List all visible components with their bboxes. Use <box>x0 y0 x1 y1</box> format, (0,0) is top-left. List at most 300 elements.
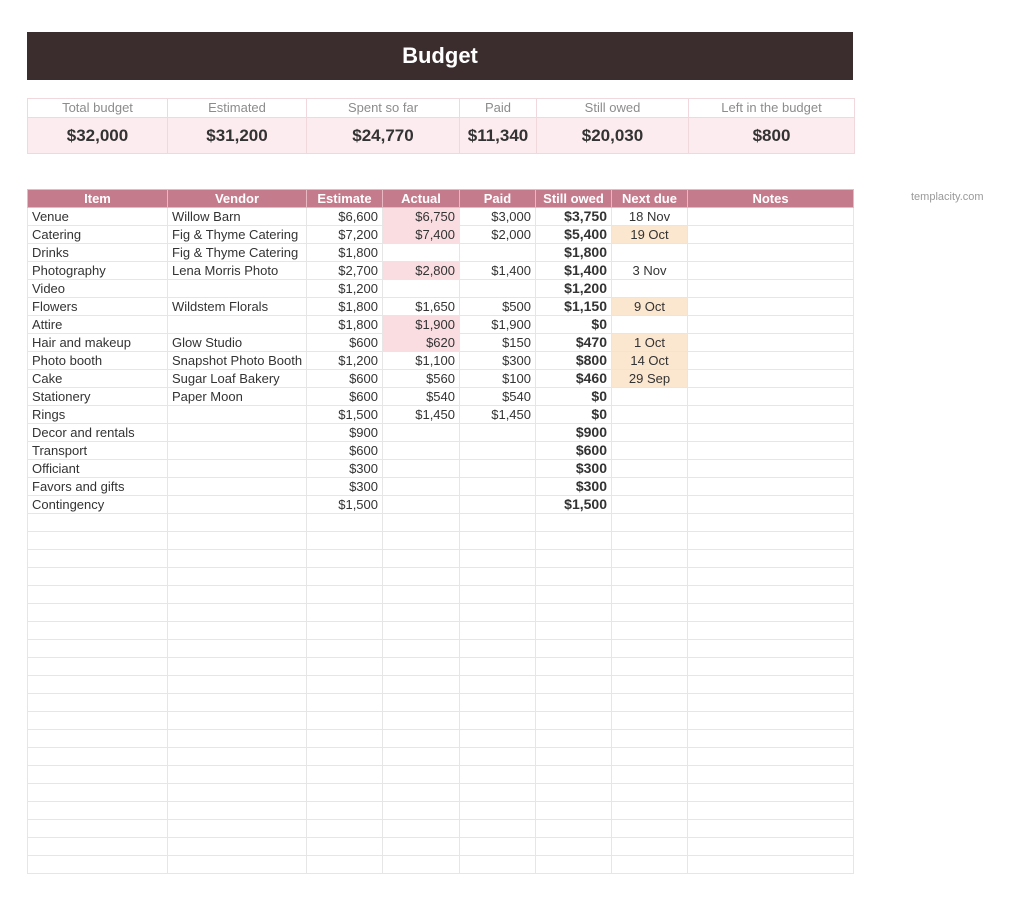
cell-item[interactable]: Rings <box>28 406 168 424</box>
empty-cell[interactable] <box>536 622 612 640</box>
empty-cell[interactable] <box>536 568 612 586</box>
cell-notes[interactable] <box>688 316 854 334</box>
empty-cell[interactable] <box>307 838 383 856</box>
empty-cell[interactable] <box>383 550 460 568</box>
empty-cell[interactable] <box>688 550 854 568</box>
cell-item[interactable]: Photography <box>28 262 168 280</box>
empty-cell[interactable] <box>612 748 688 766</box>
cell-item[interactable]: Favors and gifts <box>28 478 168 496</box>
cell-paid[interactable] <box>460 460 536 478</box>
empty-cell[interactable] <box>28 514 168 532</box>
summary-value[interactable]: $800 <box>689 118 854 153</box>
cell-vendor[interactable] <box>168 478 307 496</box>
empty-cell[interactable] <box>28 712 168 730</box>
empty-cell[interactable] <box>307 856 383 874</box>
cell-item[interactable]: Hair and makeup <box>28 334 168 352</box>
cell-notes[interactable] <box>688 244 854 262</box>
empty-cell[interactable] <box>536 784 612 802</box>
cell-actual[interactable]: $1,900 <box>383 316 460 334</box>
empty-cell[interactable] <box>28 820 168 838</box>
empty-cell[interactable] <box>688 532 854 550</box>
empty-cell[interactable] <box>612 586 688 604</box>
empty-cell[interactable] <box>612 856 688 874</box>
empty-cell[interactable] <box>688 820 854 838</box>
empty-cell[interactable] <box>28 766 168 784</box>
empty-cell[interactable] <box>688 676 854 694</box>
cell-item[interactable]: Contingency <box>28 496 168 514</box>
empty-cell[interactable] <box>612 820 688 838</box>
cell-estimate[interactable]: $1,800 <box>307 316 383 334</box>
empty-cell[interactable] <box>383 784 460 802</box>
summary-value[interactable]: $24,770 <box>307 118 459 153</box>
empty-cell[interactable] <box>28 568 168 586</box>
cell-item[interactable]: Catering <box>28 226 168 244</box>
empty-cell[interactable] <box>460 622 536 640</box>
empty-cell[interactable] <box>460 604 536 622</box>
empty-cell[interactable] <box>536 730 612 748</box>
cell-estimate[interactable]: $1,800 <box>307 298 383 316</box>
empty-cell[interactable] <box>688 712 854 730</box>
empty-cell[interactable] <box>460 694 536 712</box>
empty-cell[interactable] <box>307 532 383 550</box>
cell-estimate[interactable]: $300 <box>307 478 383 496</box>
cell-estimate[interactable]: $6,600 <box>307 208 383 226</box>
empty-cell[interactable] <box>612 568 688 586</box>
empty-cell[interactable] <box>688 856 854 874</box>
empty-cell[interactable] <box>536 514 612 532</box>
empty-cell[interactable] <box>307 514 383 532</box>
cell-estimate[interactable]: $1,200 <box>307 352 383 370</box>
cell-paid[interactable]: $100 <box>460 370 536 388</box>
cell-vendor[interactable] <box>168 460 307 478</box>
cell-estimate[interactable]: $600 <box>307 388 383 406</box>
empty-cell[interactable] <box>612 550 688 568</box>
cell-actual[interactable] <box>383 424 460 442</box>
cell-item[interactable]: Stationery <box>28 388 168 406</box>
cell-paid[interactable]: $150 <box>460 334 536 352</box>
empty-cell[interactable] <box>612 532 688 550</box>
empty-cell[interactable] <box>383 802 460 820</box>
empty-cell[interactable] <box>28 586 168 604</box>
empty-cell[interactable] <box>383 604 460 622</box>
cell-vendor[interactable] <box>168 442 307 460</box>
cell-still-owed[interactable]: $900 <box>536 424 612 442</box>
cell-notes[interactable] <box>688 298 854 316</box>
empty-cell[interactable] <box>688 640 854 658</box>
cell-next-due[interactable] <box>612 280 688 298</box>
summary-value[interactable]: $11,340 <box>460 118 536 153</box>
empty-cell[interactable] <box>28 622 168 640</box>
cell-next-due[interactable] <box>612 460 688 478</box>
cell-notes[interactable] <box>688 370 854 388</box>
cell-actual[interactable] <box>383 280 460 298</box>
cell-actual[interactable] <box>383 496 460 514</box>
cell-vendor[interactable]: Paper Moon <box>168 388 307 406</box>
empty-cell[interactable] <box>383 640 460 658</box>
empty-cell[interactable] <box>383 730 460 748</box>
empty-cell[interactable] <box>460 658 536 676</box>
cell-estimate[interactable]: $1,800 <box>307 244 383 262</box>
empty-cell[interactable] <box>168 532 307 550</box>
cell-actual[interactable]: $6,750 <box>383 208 460 226</box>
empty-cell[interactable] <box>168 730 307 748</box>
empty-cell[interactable] <box>460 766 536 784</box>
empty-cell[interactable] <box>168 658 307 676</box>
cell-item[interactable]: Officiant <box>28 460 168 478</box>
cell-vendor[interactable] <box>168 406 307 424</box>
empty-cell[interactable] <box>460 514 536 532</box>
empty-cell[interactable] <box>168 550 307 568</box>
empty-cell[interactable] <box>688 766 854 784</box>
cell-next-due[interactable] <box>612 406 688 424</box>
empty-cell[interactable] <box>612 514 688 532</box>
cell-vendor[interactable]: Willow Barn <box>168 208 307 226</box>
empty-cell[interactable] <box>536 586 612 604</box>
cell-notes[interactable] <box>688 352 854 370</box>
empty-cell[interactable] <box>383 568 460 586</box>
empty-cell[interactable] <box>688 730 854 748</box>
cell-still-owed[interactable]: $5,400 <box>536 226 612 244</box>
cell-vendor[interactable]: Sugar Loaf Bakery <box>168 370 307 388</box>
column-header-item[interactable]: Item <box>28 190 168 208</box>
cell-estimate[interactable]: $1,500 <box>307 496 383 514</box>
empty-cell[interactable] <box>460 712 536 730</box>
cell-still-owed[interactable]: $1,150 <box>536 298 612 316</box>
cell-notes[interactable] <box>688 442 854 460</box>
empty-cell[interactable] <box>28 640 168 658</box>
cell-item[interactable]: Drinks <box>28 244 168 262</box>
empty-cell[interactable] <box>536 712 612 730</box>
cell-next-due[interactable]: 14 Oct <box>612 352 688 370</box>
cell-still-owed[interactable]: $470 <box>536 334 612 352</box>
empty-cell[interactable] <box>28 784 168 802</box>
cell-estimate[interactable]: $600 <box>307 442 383 460</box>
empty-cell[interactable] <box>536 856 612 874</box>
cell-actual[interactable]: $1,650 <box>383 298 460 316</box>
column-header-still-owed[interactable]: Still owed <box>536 190 612 208</box>
empty-cell[interactable] <box>612 694 688 712</box>
empty-cell[interactable] <box>460 838 536 856</box>
empty-cell[interactable] <box>383 856 460 874</box>
cell-notes[interactable] <box>688 424 854 442</box>
cell-next-due[interactable] <box>612 478 688 496</box>
empty-cell[interactable] <box>460 802 536 820</box>
cell-actual[interactable]: $620 <box>383 334 460 352</box>
empty-cell[interactable] <box>460 550 536 568</box>
cell-item[interactable]: Decor and rentals <box>28 424 168 442</box>
cell-item[interactable]: Cake <box>28 370 168 388</box>
empty-cell[interactable] <box>307 568 383 586</box>
empty-cell[interactable] <box>383 658 460 676</box>
cell-notes[interactable] <box>688 406 854 424</box>
cell-vendor[interactable]: Fig & Thyme Catering <box>168 226 307 244</box>
empty-cell[interactable] <box>168 838 307 856</box>
cell-next-due[interactable] <box>612 442 688 460</box>
empty-cell[interactable] <box>536 532 612 550</box>
cell-still-owed[interactable]: $800 <box>536 352 612 370</box>
summary-value[interactable]: $32,000 <box>28 118 167 153</box>
cell-next-due[interactable]: 18 Nov <box>612 208 688 226</box>
cell-vendor[interactable] <box>168 316 307 334</box>
empty-cell[interactable] <box>688 586 854 604</box>
column-header-next-due[interactable]: Next due <box>612 190 688 208</box>
cell-vendor[interactable]: Lena Morris Photo <box>168 262 307 280</box>
cell-still-owed[interactable]: $1,200 <box>536 280 612 298</box>
empty-cell[interactable] <box>383 514 460 532</box>
cell-still-owed[interactable]: $300 <box>536 478 612 496</box>
empty-cell[interactable] <box>612 604 688 622</box>
cell-still-owed[interactable]: $1,400 <box>536 262 612 280</box>
empty-cell[interactable] <box>688 622 854 640</box>
cell-notes[interactable] <box>688 226 854 244</box>
cell-still-owed[interactable]: $300 <box>536 460 612 478</box>
empty-cell[interactable] <box>460 730 536 748</box>
cell-next-due[interactable]: 9 Oct <box>612 298 688 316</box>
cell-still-owed[interactable]: $460 <box>536 370 612 388</box>
cell-vendor[interactable] <box>168 424 307 442</box>
empty-cell[interactable] <box>460 820 536 838</box>
empty-cell[interactable] <box>383 766 460 784</box>
empty-cell[interactable] <box>536 748 612 766</box>
empty-cell[interactable] <box>307 676 383 694</box>
empty-cell[interactable] <box>28 604 168 622</box>
column-header-vendor[interactable]: Vendor <box>168 190 307 208</box>
empty-cell[interactable] <box>383 676 460 694</box>
cell-actual[interactable]: $7,400 <box>383 226 460 244</box>
column-header-estimate[interactable]: Estimate <box>307 190 383 208</box>
empty-cell[interactable] <box>612 838 688 856</box>
empty-cell[interactable] <box>460 856 536 874</box>
empty-cell[interactable] <box>168 784 307 802</box>
empty-cell[interactable] <box>307 694 383 712</box>
column-header-notes[interactable]: Notes <box>688 190 854 208</box>
summary-value[interactable]: $20,030 <box>537 118 688 153</box>
empty-cell[interactable] <box>536 604 612 622</box>
empty-cell[interactable] <box>383 586 460 604</box>
column-header-paid[interactable]: Paid <box>460 190 536 208</box>
cell-notes[interactable] <box>688 280 854 298</box>
summary-value[interactable]: $31,200 <box>168 118 306 153</box>
cell-next-due[interactable] <box>612 424 688 442</box>
cell-vendor[interactable] <box>168 496 307 514</box>
empty-cell[interactable] <box>536 838 612 856</box>
empty-cell[interactable] <box>688 604 854 622</box>
empty-cell[interactable] <box>307 640 383 658</box>
cell-paid[interactable]: $1,450 <box>460 406 536 424</box>
empty-cell[interactable] <box>536 766 612 784</box>
cell-estimate[interactable]: $900 <box>307 424 383 442</box>
empty-cell[interactable] <box>460 586 536 604</box>
empty-cell[interactable] <box>612 784 688 802</box>
empty-cell[interactable] <box>168 748 307 766</box>
cell-next-due[interactable]: 29 Sep <box>612 370 688 388</box>
cell-item[interactable]: Venue <box>28 208 168 226</box>
cell-actual[interactable]: $1,100 <box>383 352 460 370</box>
empty-cell[interactable] <box>612 622 688 640</box>
empty-cell[interactable] <box>28 676 168 694</box>
empty-cell[interactable] <box>612 658 688 676</box>
cell-still-owed[interactable]: $0 <box>536 388 612 406</box>
cell-vendor[interactable]: Glow Studio <box>168 334 307 352</box>
empty-cell[interactable] <box>307 658 383 676</box>
empty-cell[interactable] <box>307 604 383 622</box>
empty-cell[interactable] <box>383 694 460 712</box>
cell-next-due[interactable]: 1 Oct <box>612 334 688 352</box>
cell-next-due[interactable]: 19 Oct <box>612 226 688 244</box>
empty-cell[interactable] <box>28 802 168 820</box>
empty-cell[interactable] <box>383 748 460 766</box>
empty-cell[interactable] <box>168 676 307 694</box>
empty-cell[interactable] <box>168 568 307 586</box>
empty-cell[interactable] <box>612 802 688 820</box>
empty-cell[interactable] <box>688 802 854 820</box>
empty-cell[interactable] <box>28 532 168 550</box>
empty-cell[interactable] <box>536 676 612 694</box>
empty-cell[interactable] <box>307 802 383 820</box>
empty-cell[interactable] <box>536 550 612 568</box>
cell-actual[interactable]: $560 <box>383 370 460 388</box>
empty-cell[interactable] <box>383 712 460 730</box>
cell-paid[interactable] <box>460 442 536 460</box>
cell-notes[interactable] <box>688 334 854 352</box>
empty-cell[interactable] <box>383 838 460 856</box>
cell-actual[interactable]: $1,450 <box>383 406 460 424</box>
cell-next-due[interactable] <box>612 244 688 262</box>
column-header-actual[interactable]: Actual <box>383 190 460 208</box>
cell-paid[interactable] <box>460 280 536 298</box>
empty-cell[interactable] <box>460 532 536 550</box>
cell-estimate[interactable]: $600 <box>307 370 383 388</box>
empty-cell[interactable] <box>536 640 612 658</box>
cell-item[interactable]: Attire <box>28 316 168 334</box>
cell-still-owed[interactable]: $600 <box>536 442 612 460</box>
empty-cell[interactable] <box>307 730 383 748</box>
empty-cell[interactable] <box>460 640 536 658</box>
empty-cell[interactable] <box>460 568 536 586</box>
cell-paid[interactable]: $500 <box>460 298 536 316</box>
cell-estimate[interactable]: $300 <box>307 460 383 478</box>
empty-cell[interactable] <box>168 622 307 640</box>
empty-cell[interactable] <box>536 658 612 676</box>
empty-cell[interactable] <box>168 820 307 838</box>
empty-cell[interactable] <box>688 514 854 532</box>
empty-cell[interactable] <box>168 586 307 604</box>
empty-cell[interactable] <box>307 820 383 838</box>
empty-cell[interactable] <box>168 694 307 712</box>
empty-cell[interactable] <box>688 694 854 712</box>
empty-cell[interactable] <box>536 694 612 712</box>
empty-cell[interactable] <box>536 802 612 820</box>
empty-cell[interactable] <box>612 676 688 694</box>
cell-paid[interactable] <box>460 424 536 442</box>
cell-notes[interactable] <box>688 478 854 496</box>
empty-cell[interactable] <box>168 712 307 730</box>
cell-next-due[interactable] <box>612 388 688 406</box>
empty-cell[interactable] <box>168 604 307 622</box>
cell-paid[interactable]: $3,000 <box>460 208 536 226</box>
cell-vendor[interactable]: Fig & Thyme Catering <box>168 244 307 262</box>
cell-estimate[interactable]: $1,500 <box>307 406 383 424</box>
empty-cell[interactable] <box>460 676 536 694</box>
empty-cell[interactable] <box>307 550 383 568</box>
cell-actual[interactable] <box>383 244 460 262</box>
empty-cell[interactable] <box>168 640 307 658</box>
cell-item[interactable]: Video <box>28 280 168 298</box>
empty-cell[interactable] <box>307 622 383 640</box>
empty-cell[interactable] <box>168 766 307 784</box>
cell-paid[interactable]: $1,900 <box>460 316 536 334</box>
empty-cell[interactable] <box>28 748 168 766</box>
empty-cell[interactable] <box>307 784 383 802</box>
empty-cell[interactable] <box>168 856 307 874</box>
empty-cell[interactable] <box>612 730 688 748</box>
cell-actual[interactable] <box>383 478 460 496</box>
cell-estimate[interactable]: $2,700 <box>307 262 383 280</box>
cell-next-due[interactable]: 3 Nov <box>612 262 688 280</box>
cell-still-owed[interactable]: $1,500 <box>536 496 612 514</box>
cell-next-due[interactable] <box>612 496 688 514</box>
empty-cell[interactable] <box>28 856 168 874</box>
empty-cell[interactable] <box>612 640 688 658</box>
cell-actual[interactable]: $540 <box>383 388 460 406</box>
cell-actual[interactable]: $2,800 <box>383 262 460 280</box>
empty-cell[interactable] <box>688 748 854 766</box>
cell-item[interactable]: Transport <box>28 442 168 460</box>
empty-cell[interactable] <box>612 766 688 784</box>
cell-paid[interactable]: $540 <box>460 388 536 406</box>
cell-notes[interactable] <box>688 460 854 478</box>
empty-cell[interactable] <box>28 658 168 676</box>
empty-cell[interactable] <box>28 694 168 712</box>
empty-cell[interactable] <box>460 748 536 766</box>
empty-cell[interactable] <box>688 784 854 802</box>
cell-still-owed[interactable]: $3,750 <box>536 208 612 226</box>
empty-cell[interactable] <box>688 568 854 586</box>
empty-cell[interactable] <box>168 514 307 532</box>
empty-cell[interactable] <box>688 838 854 856</box>
cell-paid[interactable]: $2,000 <box>460 226 536 244</box>
cell-still-owed[interactable]: $0 <box>536 316 612 334</box>
empty-cell[interactable] <box>460 784 536 802</box>
cell-vendor[interactable] <box>168 280 307 298</box>
cell-paid[interactable]: $300 <box>460 352 536 370</box>
cell-paid[interactable]: $1,400 <box>460 262 536 280</box>
cell-item[interactable]: Photo booth <box>28 352 168 370</box>
empty-cell[interactable] <box>307 712 383 730</box>
empty-cell[interactable] <box>28 730 168 748</box>
empty-cell[interactable] <box>168 802 307 820</box>
cell-vendor[interactable]: Wildstem Florals <box>168 298 307 316</box>
cell-notes[interactable] <box>688 208 854 226</box>
cell-item[interactable]: Flowers <box>28 298 168 316</box>
cell-estimate[interactable]: $7,200 <box>307 226 383 244</box>
cell-actual[interactable] <box>383 460 460 478</box>
cell-notes[interactable] <box>688 496 854 514</box>
empty-cell[interactable] <box>383 820 460 838</box>
cell-estimate[interactable]: $600 <box>307 334 383 352</box>
empty-cell[interactable] <box>307 748 383 766</box>
empty-cell[interactable] <box>536 820 612 838</box>
cell-estimate[interactable]: $1,200 <box>307 280 383 298</box>
empty-cell[interactable] <box>307 586 383 604</box>
cell-notes[interactable] <box>688 262 854 280</box>
cell-paid[interactable] <box>460 478 536 496</box>
cell-notes[interactable] <box>688 388 854 406</box>
cell-paid[interactable] <box>460 244 536 262</box>
cell-paid[interactable] <box>460 496 536 514</box>
empty-cell[interactable] <box>307 766 383 784</box>
empty-cell[interactable] <box>28 838 168 856</box>
